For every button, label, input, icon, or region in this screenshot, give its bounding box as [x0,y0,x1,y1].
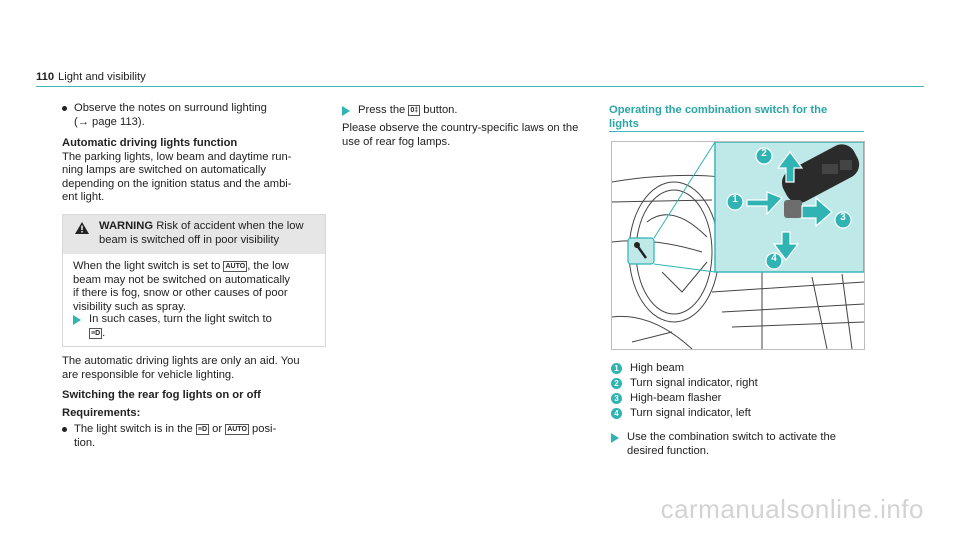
bullet-text: Observe the notes on surround lighting [74,102,267,114]
requirement-text: posi- [252,423,277,435]
paragraph-line: The automatic driving lights are only an aid. You [62,355,300,367]
section-heading: Operating the combination switch for the [609,104,828,116]
figure-label-2: 2 [761,148,767,159]
caption-number: 4 [611,408,622,419]
combination-switch-section [609,104,864,131]
caption-text: Turn signal indicator, right [630,377,758,389]
paragraph-line: depending on the ignition status and the ambi- [62,177,292,190]
paragraph-line: ning lamps are switched on automatically [62,164,266,176]
activate-instruction [611,431,861,458]
page-reference-link[interactable]: (→ page 113). [74,115,145,128]
fog-note [342,122,592,149]
figure-captions [611,362,861,422]
auto-symbol-icon: AUTO [225,263,246,270]
paragraph-line: ent light. [62,191,105,203]
figure-label-4: 4 [771,253,777,264]
caption-number: 3 [611,393,622,404]
caption-text: Turn signal indicator, left [630,407,751,419]
action-arrow-icon [342,106,350,116]
bullet-dot [62,427,67,432]
instruction-text: button. [423,104,458,116]
caption-item [611,377,861,392]
warning-text: beam may not be switched on automatically [73,273,291,286]
fog-section [62,389,324,420]
caption-item [611,362,861,377]
aid-paragraph [62,355,324,382]
warning-triangle-icon [75,222,89,234]
warning-title: Risk of accident when the low [156,220,304,232]
figure-label-3: 3 [840,212,846,223]
action-arrow-icon [611,433,619,443]
auto-lights-section [62,137,324,205]
warning-title: beam is switched off in poor visibility [99,233,280,246]
low-beam-symbol-icon: ≡D [197,426,208,433]
watermark: carmanualsonline.info [660,494,924,524]
auto-lights-heading: Automatic driving lights function [62,137,238,149]
low-beam-symbol-icon: ≡D [91,329,101,337]
caption-item [611,392,861,407]
warning-text: if there is fog, snow or other causes of poor [73,287,288,299]
figure-label-1: 1 [732,194,738,205]
caption-text: High-beam flasher [630,392,722,404]
warning-box [62,214,326,347]
caption-number: 2 [611,378,622,389]
requirement-text: tion. [74,436,96,449]
requirement-text: or [212,423,223,435]
warning-text: visibility such as spray. [73,300,186,313]
bullet-surround-lighting [74,102,324,129]
action-text: In such cases, turn the light switch to [89,313,272,325]
warning-text: , the low [247,260,289,272]
paragraph-line: use of rear fog lamps. [342,135,451,148]
paragraph-line: Please observe the country-specific laws on the [342,122,579,134]
instruction-text: Press the [358,104,406,116]
header-rule [36,86,924,87]
fog-light-symbol-icon: 0‡ [410,107,419,114]
warning-action: In such cases, turn the light switch to ≡D . [73,313,323,340]
requirement-item [74,423,324,450]
action-arrow-icon [73,315,81,325]
auto-symbol-icon: AUTO [227,426,247,433]
warning-header [63,215,325,254]
section-rule [609,131,864,132]
dashboard-illustration [612,142,864,349]
combination-switch-figure [611,141,865,350]
caption-text: High beam [630,362,685,374]
instruction-text: desired function. [627,444,710,457]
requirement-text: The light switch is in the [74,423,193,435]
warning-body [63,254,325,314]
section-heading: lights [609,117,639,130]
page-number: 110 [36,71,55,83]
paragraph-line: The parking lights, low beam and daytime run- [62,150,292,163]
bullet-dot [62,106,67,111]
warning-text: When the light switch is set to [73,260,221,272]
caption-number: 1 [611,363,622,374]
fog-heading: Switching the rear fog lights on or off [62,389,261,401]
requirements-heading: Requirements: [62,406,141,419]
press-fog-instruction [342,104,592,118]
instruction-text: Use the combination switch to activate the [627,431,836,443]
paragraph-line: are responsible for vehicle lighting. [62,368,235,381]
warning-label: WARNING [99,220,154,232]
section-title: Light and visibility [58,71,146,83]
caption-item [611,407,861,422]
